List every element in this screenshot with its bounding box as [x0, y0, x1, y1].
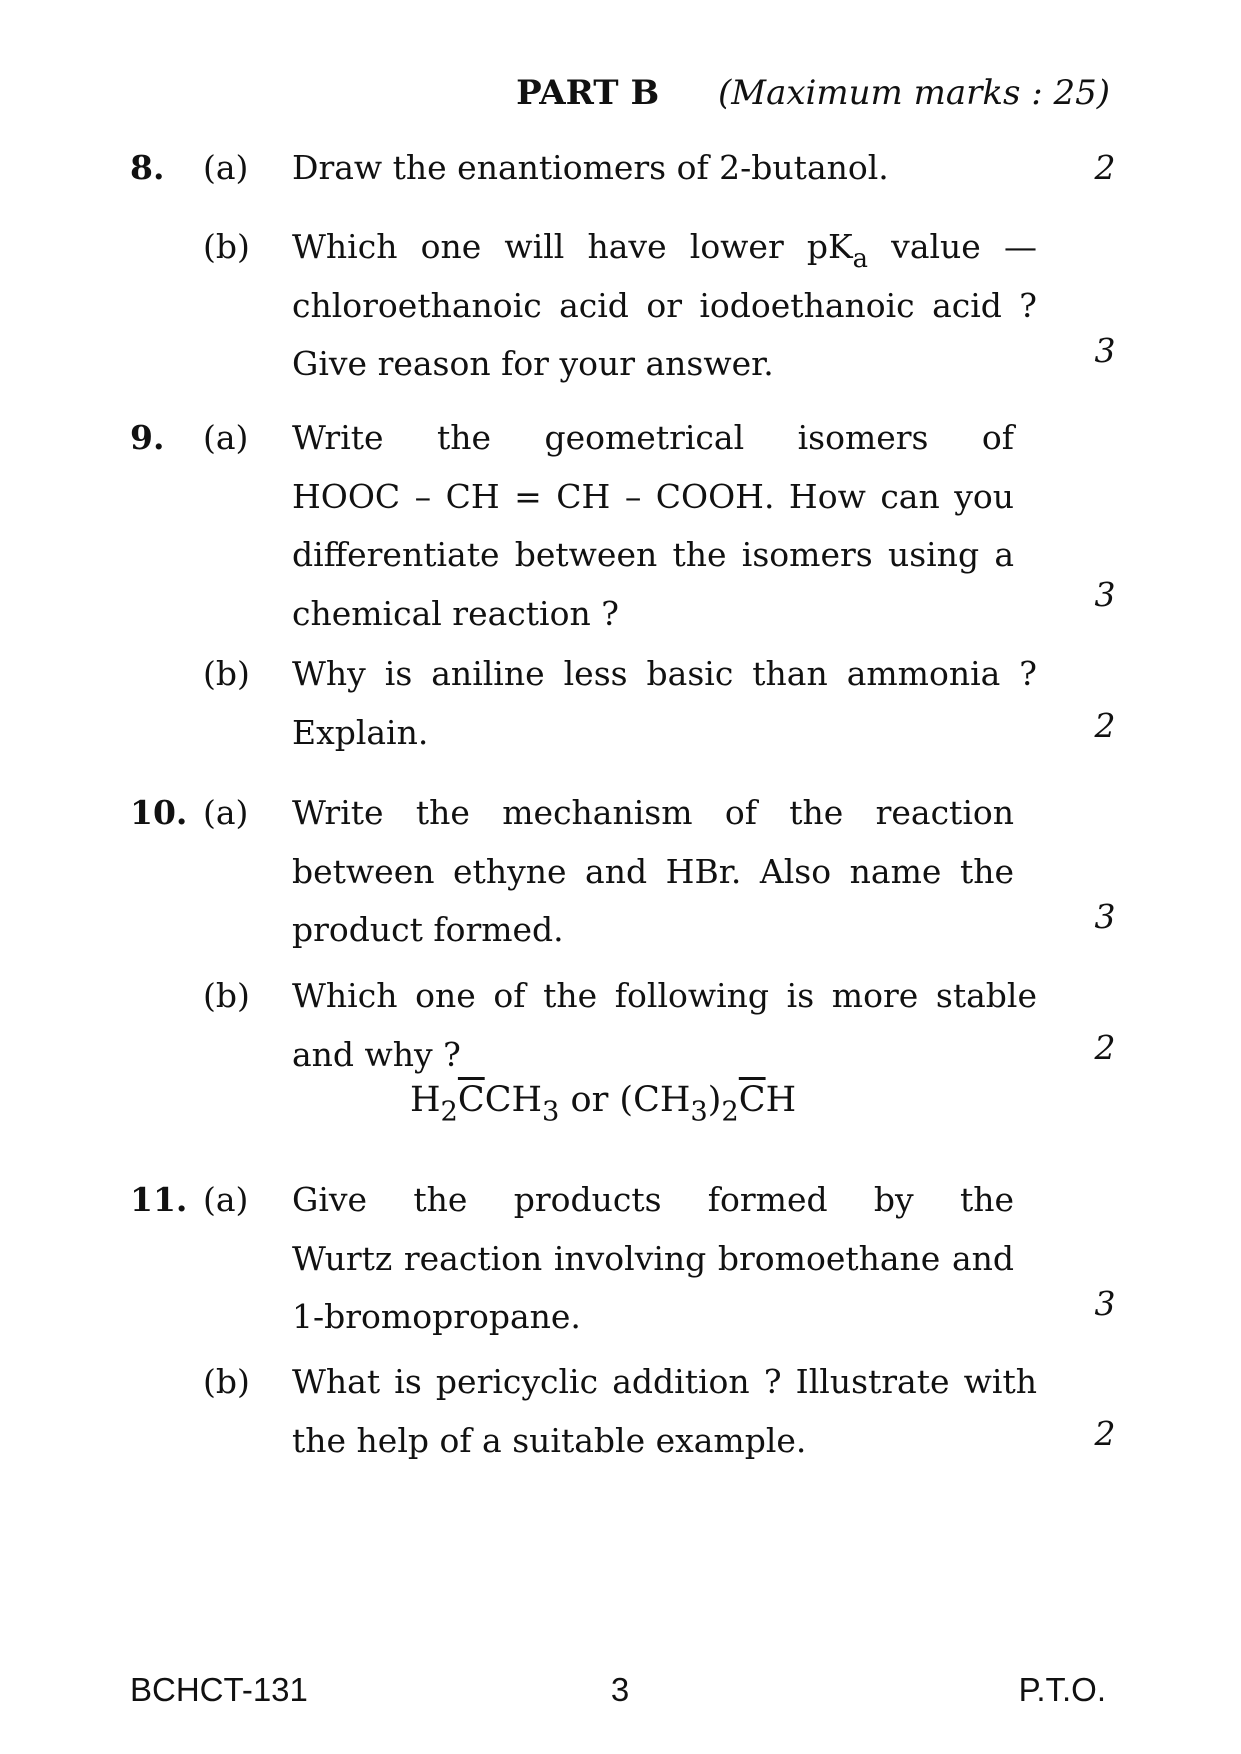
question-text [292, 409, 1014, 643]
question-text [292, 967, 1037, 1084]
please-turn-over: P.T.O. [1018, 1671, 1106, 1708]
marks-value: 2 [1094, 706, 1116, 745]
question-text [292, 218, 1037, 394]
text-line: chemical reaction ? [292, 593, 619, 633]
marks-value: 3 [1094, 575, 1116, 614]
carbanion-carbon: $\overline{C}$ [457, 1080, 485, 1120]
subpart-label: (a) [203, 793, 249, 832]
question-text [292, 1353, 1037, 1470]
text-line: Write the geometrical isomers of [292, 418, 1014, 457]
marks-value: 2 [1094, 148, 1116, 187]
marks-value: 3 [1094, 897, 1116, 936]
subscript: 3 [542, 1096, 560, 1128]
marks-value: 3 [1094, 331, 1116, 370]
text-line: Why is aniline less basic than ammonia ? [292, 654, 1037, 693]
subscript: a [852, 244, 869, 274]
formula-h: H [410, 1080, 441, 1120]
text-line: differentiate between the isomers using a [292, 535, 1014, 574]
text-line: Give the products formed by the [292, 1180, 1014, 1219]
question-number: 8. [130, 148, 165, 187]
question-text [292, 139, 1037, 198]
carbanion-formula [410, 1071, 796, 1129]
formula-or: or (CH [559, 1080, 691, 1120]
text-line [292, 218, 1037, 277]
question-number: 11. [130, 1180, 188, 1219]
text-line: Which one of the following is more stable [292, 976, 1037, 1015]
text-line: between ethyne and HBr. Also name the [292, 851, 1014, 891]
formula-h: H [765, 1080, 797, 1120]
maximum-marks: (Maximum marks : 25) [718, 73, 1110, 113]
subpart-label: (a) [203, 1180, 249, 1219]
text-line: Give reason for your answer. [292, 344, 774, 383]
question-text [292, 645, 1037, 762]
formula-close: ) [707, 1080, 722, 1120]
text-line: Wurtz reaction involving bromoethane and [292, 1238, 1014, 1278]
text-line: Explain. [292, 712, 429, 752]
course-code: BCHCT-131 [130, 1671, 308, 1708]
subpart-label: (a) [203, 148, 249, 187]
text-line: chloroethanoic acid or iodoethanoic acid ? [292, 285, 1037, 325]
question-number: 10. [130, 793, 188, 832]
subscript: 2 [721, 1096, 739, 1128]
formula-ch: CH [484, 1080, 542, 1120]
subpart-label: (b) [203, 976, 250, 1015]
marks-value: 2 [1094, 1028, 1116, 1067]
text-line: product formed. [292, 910, 564, 949]
marks-value: 3 [1094, 1284, 1116, 1323]
text-line: What is pericyclic addition ? Illustrate with [292, 1362, 1037, 1401]
question-text [292, 1171, 1014, 1347]
carbanion-carbon: $\overline{C}$ [738, 1080, 766, 1120]
subpart-label: (b) [203, 654, 250, 693]
text-segment: value — [868, 227, 1037, 266]
question-text [292, 784, 1014, 960]
subpart-label: (b) [203, 1362, 250, 1401]
text-line: Write the mechanism of the reaction [292, 793, 1014, 832]
text-line: and why ? [292, 1034, 461, 1074]
question-number: 9. [130, 418, 165, 457]
text-line: Draw the enantiomers of 2-butanol. [292, 148, 889, 187]
part-header [0, 68, 1110, 118]
text-segment: Which one will have lower pK [292, 227, 853, 266]
part-title: PART B [516, 73, 660, 113]
text-line: HOOC – CH = CH – COOH. How can you [292, 476, 1014, 516]
subscript: 3 [690, 1096, 708, 1128]
marks-value: 2 [1094, 1414, 1116, 1453]
subscript: 2 [440, 1096, 458, 1128]
text-line: 1-bromopropane. [292, 1297, 581, 1336]
page-number: 3 [610, 1671, 630, 1708]
subpart-label: (b) [203, 227, 250, 266]
text-line: the help of a suitable example. [292, 1420, 807, 1460]
subpart-label: (a) [203, 418, 249, 457]
